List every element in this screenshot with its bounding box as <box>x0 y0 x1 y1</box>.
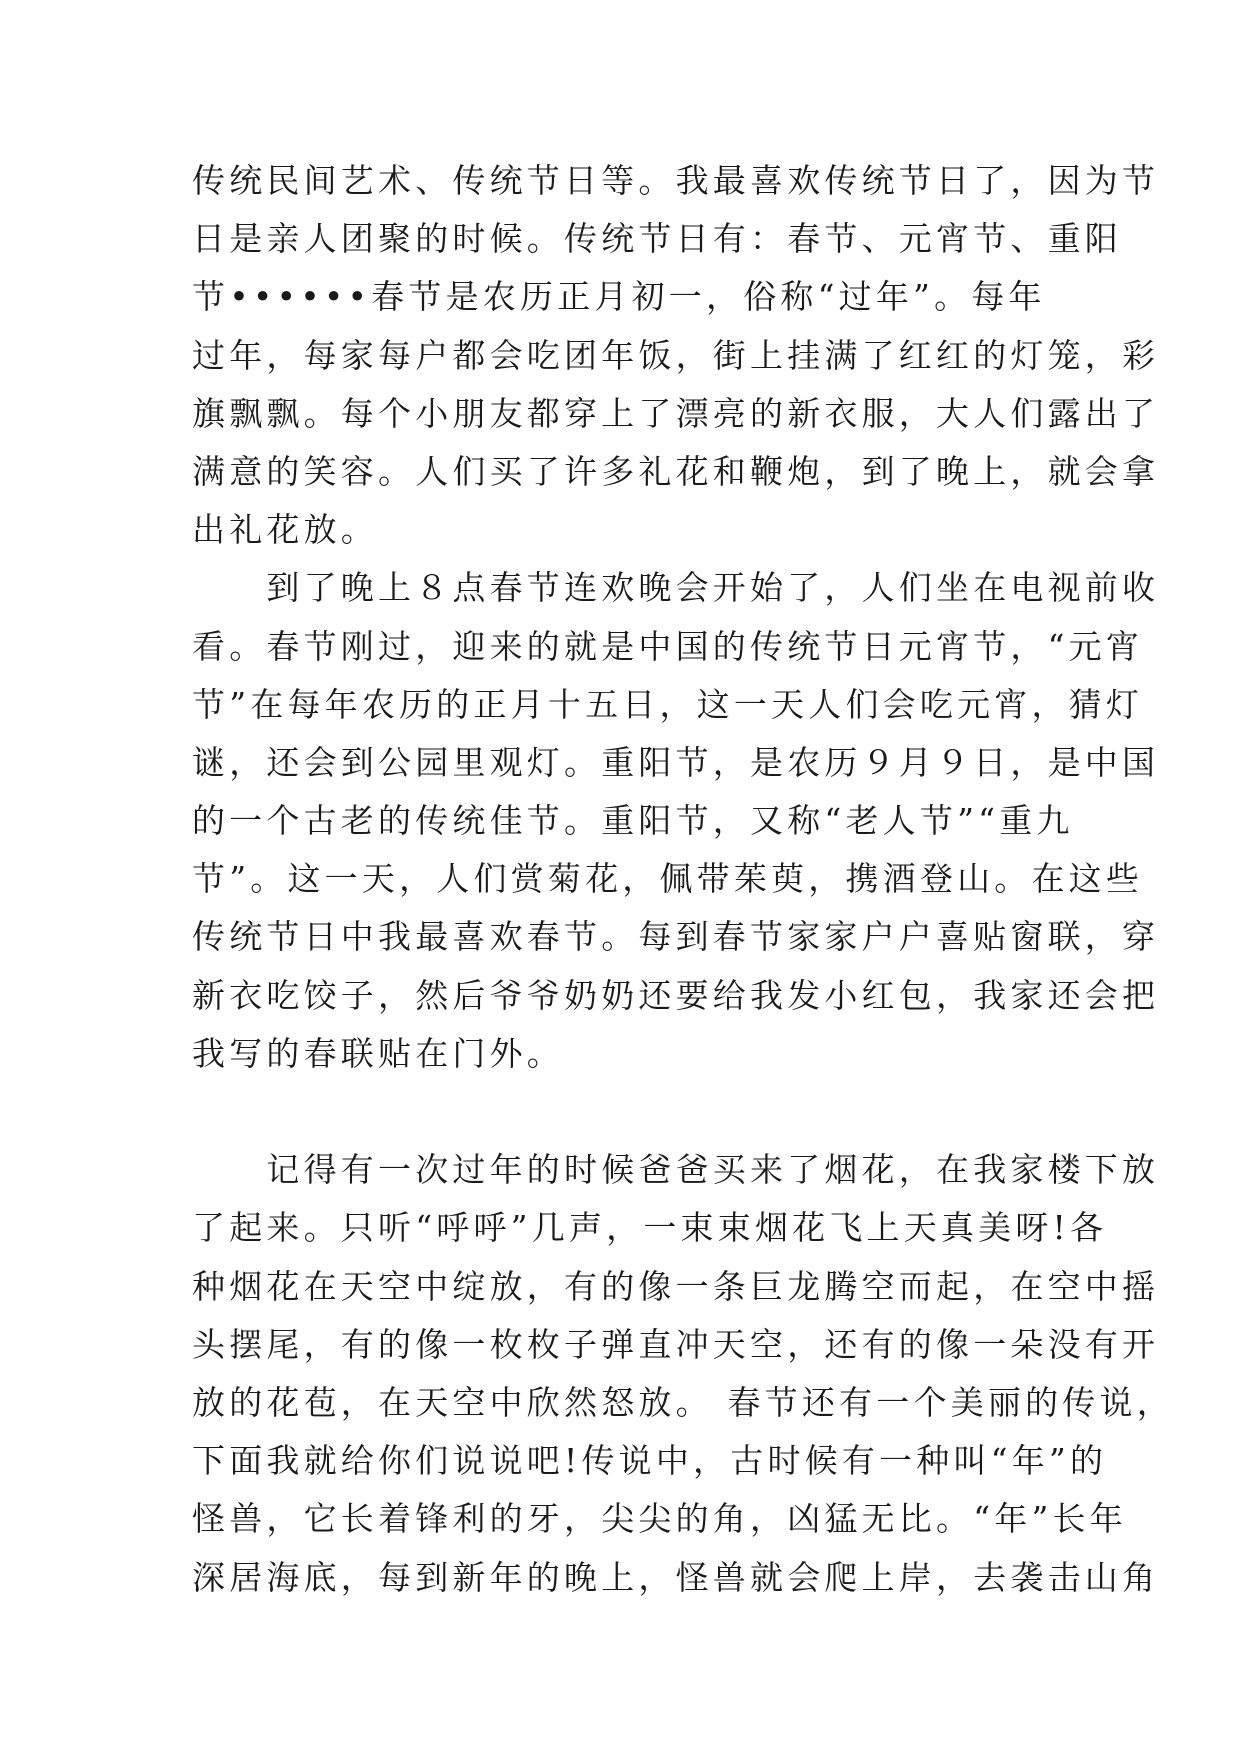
text-line: 满意的笑容。人们买了许多礼花和鞭炮，到了晚上，就会拿 <box>192 451 1160 491</box>
text-line: 种烟花在天空中绽放，有的像一条巨龙腾空而起，在空中摇 <box>192 1266 1160 1306</box>
text-line: 日是亲人团聚的时候。传统节日有：春节、元宵节、重阳 <box>192 219 1122 259</box>
text-line: 谜，还会到公园里观灯。重阳节，是农历９月９日，是中国 <box>192 742 1160 782</box>
text-line: 传统节日中我最喜欢春节。每到春节家家户户喜贴窗联，穿 <box>192 917 1160 957</box>
text-line <box>192 1083 1052 1141</box>
text-line: 怪兽，它长着锋利的牙，尖尖的角，凶猛无比。“年”长年 <box>192 1499 1127 1539</box>
text-line: 了起来。只听“呼呼”几声，一束束烟花飞上天真美呀!各 <box>192 1208 1108 1248</box>
text-line: 记得有一次过年的时候爸爸买来了烟花，在我家楼下放 <box>192 1150 1160 1190</box>
text-line: 我写的春联贴在门外。 <box>192 1033 564 1073</box>
body-text <box>192 152 1174 1607</box>
text-line: 节”在每年农历的正月十五日，这一天人们会吃元宵，猜灯 <box>192 684 1144 724</box>
text-line: 传统民间艺术、传统节日等。我最喜欢传统节日了，因为节 <box>192 161 1160 200</box>
text-line: 旗飘飘。每个小朋友都穿上了漂亮的新衣服，大人们露出了 <box>192 393 1160 433</box>
text-line: 出礼花放。 <box>192 510 378 550</box>
paragraph-1 <box>192 152 1160 559</box>
text-line: 到了晚上８点春节连欢晚会开始了，人们坐在电视前收 <box>192 568 1160 608</box>
text-line: 节••••••春节是农历正月初一，俗称“过年”。每年 <box>192 277 1046 317</box>
text-line: 过年，每家每户都会吃团年饭，街上挂满了红红的灯笼，彩 <box>192 335 1160 375</box>
text-line: 看。春节刚过，迎来的就是中国的传统节日元宵节，“元宵 <box>192 626 1144 666</box>
paragraph-2 <box>192 559 1160 1141</box>
text-line: 节”。这一天，人们赏菊花，佩带茱萸，携酒登山。在这些 <box>192 859 1144 899</box>
text-line: 深居海底，每到新年的晚上，怪兽就会爬上岸，去袭击山角 <box>192 1557 1160 1597</box>
text-line: 新衣吃饺子，然后爷爷奶奶还要给我发小红包，我家还会把 <box>192 975 1160 1015</box>
text-line: 头摆尾，有的像一枚枚子弹直冲天空，还有的像一朵没有开 <box>192 1324 1160 1364</box>
paragraph-3 <box>192 1141 1174 1607</box>
text-line: 放的花苞，在天空中欣然怒放。 春节还有一个美丽的传说， <box>192 1382 1174 1422</box>
text-line: 的一个古老的传统佳节。重阳节，又称“老人节”“重九 <box>192 801 1074 841</box>
text-line: 下面我就给你们说说吧!传说中，古时候有一种叫“年”的 <box>192 1441 1108 1481</box>
